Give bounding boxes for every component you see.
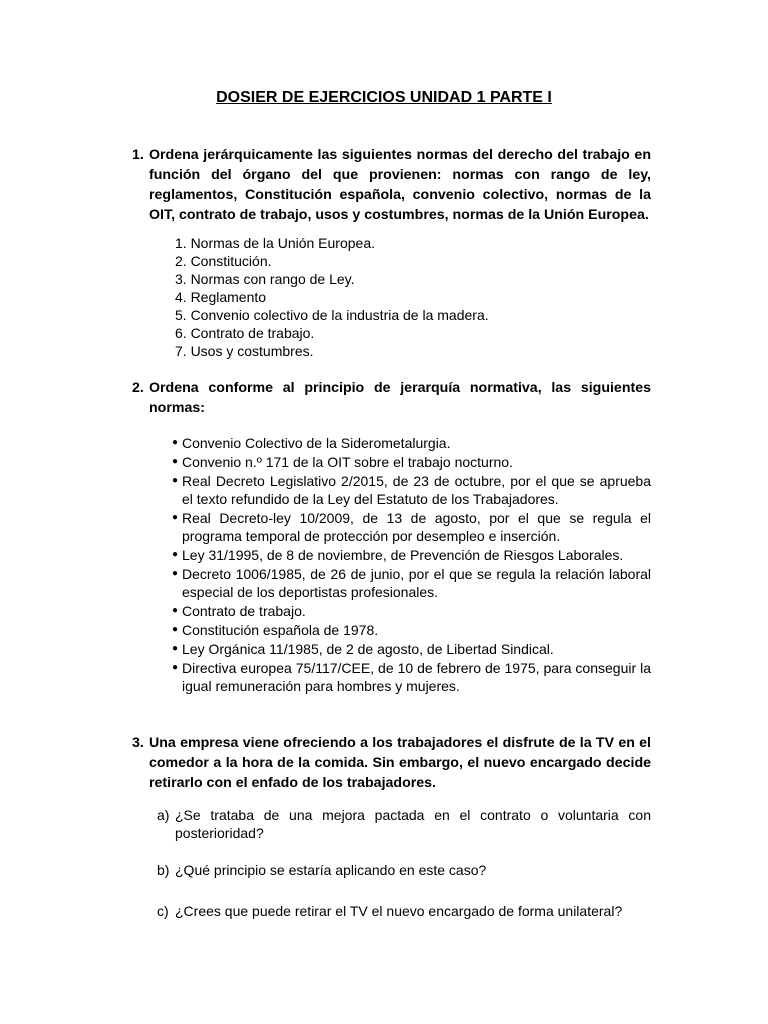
- list-item: 3. Normas con rango de Ley.: [175, 271, 355, 287]
- list-item: 7. Usos y costumbres.: [175, 343, 314, 359]
- bullet-icon: ●: [172, 437, 179, 448]
- sub-question-letter: a): [157, 807, 170, 823]
- question-3-sub-c: [157, 902, 651, 920]
- list-item: [172, 434, 651, 452]
- sub-question-text: ¿Qué principio se estaría aplicando en este caso?: [175, 862, 487, 878]
- list-item: [172, 621, 651, 639]
- question-3-sub-b: [157, 861, 651, 879]
- list-item: [172, 659, 651, 695]
- list-item: [172, 640, 651, 658]
- list-item-text: Convenio n.º 171 de la OIT sobre el trabajo nocturno.: [182, 454, 513, 470]
- question-1-text: Ordena jerárquicamente las siguientes normas del derecho del trabajo en función del órgano del que provienen: normas con rango de ley, reglamentos, Constitución española, convenio colectivo, normas de la OIT, contrato de trabajo, usos y costumbres, normas de la Unión Europea.: [149, 147, 651, 223]
- list-item-text: Decreto 1006/1985, de 26 de junio, por el que se regula la relación laboral especial de los deportistas profesionales.: [182, 566, 651, 600]
- list-item: [172, 546, 651, 564]
- bullet-icon: ●: [172, 568, 179, 579]
- bullet-icon: ●: [172, 643, 179, 654]
- question-1-answer-list: [175, 234, 655, 360]
- question-3-text: Una empresa viene ofreciendo a los trabajadores el disfrute de la TV en el comedor a la hora de la comida. Sin embargo, el nuevo encargado decide retirarlo con el enfado de los trabajadores.: [149, 735, 651, 791]
- question-1: [132, 145, 651, 225]
- question-3-sub-a: [157, 806, 651, 842]
- list-item-text: Constitución española de 1978.: [182, 622, 379, 638]
- list-item-text: Ley Orgánica 11/1985, de 2 de agosto, de Libertad Sindical.: [182, 641, 554, 657]
- bullet-icon: ●: [172, 475, 179, 486]
- list-item: 4. Reglamento: [175, 289, 267, 305]
- question-3: [132, 733, 651, 793]
- list-item-text: Ley 31/1995, de 8 de noviembre, de Prevención de Riesgos Laborales.: [182, 547, 624, 563]
- bullet-icon: ●: [172, 624, 179, 635]
- list-item: [172, 602, 651, 620]
- list-item-text: Directiva europea 75/117/CEE, de 10 de febrero de 1975, para conseguir la igual remuneración para hombres y mujeres.: [182, 660, 651, 694]
- list-item: [172, 453, 651, 471]
- list-item-text: Real Decreto-ley 10/2009, de 13 de agosto, por el que se regula el programa temporal de protección por desempleo e inserción.: [182, 510, 651, 544]
- question-2: [132, 378, 651, 418]
- sub-question-text: ¿Se trataba de una mejora pactada en el contrato o voluntaria con posterioridad?: [175, 807, 651, 841]
- list-item-text: Contrato de trabajo.: [182, 603, 306, 619]
- bullet-icon: ●: [172, 549, 179, 560]
- question-2-norm-list: [172, 434, 651, 696]
- list-item: [172, 509, 651, 545]
- list-item: 6. Contrato de trabajo.: [175, 325, 315, 341]
- document-title: DOSIER DE EJERCICIOS UNIDAD 1 PARTE I: [216, 89, 552, 106]
- question-1-number: 1.: [132, 147, 144, 163]
- question-2-text: Ordena conforme al principio de jerarquía normativa, las siguientes normas:: [149, 380, 651, 416]
- sub-question-letter: b): [157, 862, 170, 878]
- bullet-icon: ●: [172, 605, 179, 616]
- list-item-text: Convenio Colectivo de la Siderometalurgia.: [182, 435, 451, 451]
- sub-question-text: ¿Crees que puede retirar el TV el nuevo encargado de forma unilateral?: [175, 903, 623, 919]
- list-item-text: Real Decreto Legislativo 2/2015, de 23 de octubre, por el que se aprueba el texto refundido de la Ley del Estatuto de los Trabajadores.: [182, 473, 651, 507]
- bullet-icon: ●: [172, 512, 179, 523]
- list-item: [172, 472, 651, 508]
- bullet-icon: ●: [172, 662, 179, 673]
- list-item: 1. Normas de la Unión Europea.: [175, 235, 375, 251]
- list-item: 5. Convenio colectivo de la industria de la madera.: [175, 307, 489, 323]
- bullet-icon: ●: [172, 456, 179, 467]
- list-item: [172, 565, 651, 601]
- sub-question-letter: c): [157, 903, 169, 919]
- question-2-number: 2.: [132, 380, 144, 396]
- question-3-number: 3.: [132, 735, 144, 751]
- list-item: 2. Constitución.: [175, 253, 272, 269]
